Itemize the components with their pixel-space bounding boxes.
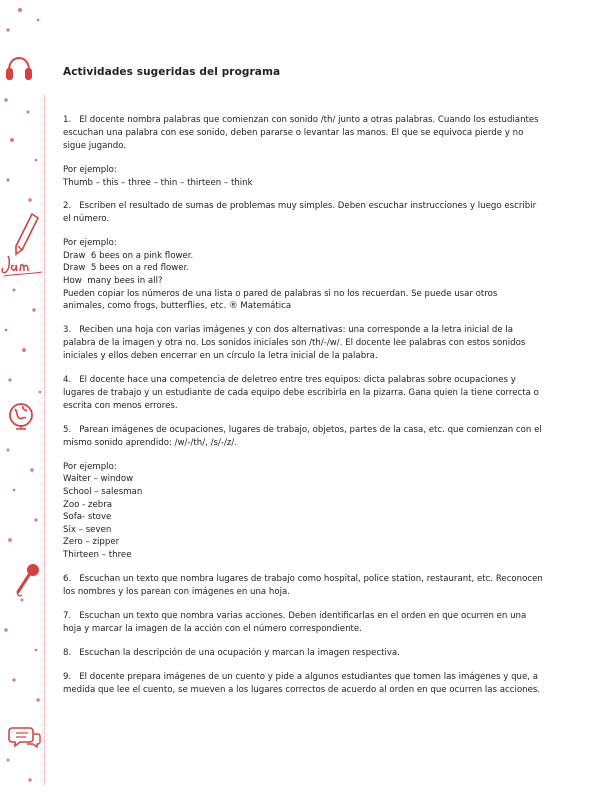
example-line: Draw 5 bees on a red flower. [63, 263, 190, 274]
item-number: 1. [63, 115, 72, 125]
item-text: Escuchan un texto que nombra varias acciones. Deben identificarlas en el orden en que ocurren en una hoja y marcar la imagen de la acción con el número correspondiente. [63, 610, 527, 634]
item-number: 9. [63, 671, 72, 682]
item-number: 5. [63, 424, 72, 435]
example-line: School – salesman [63, 486, 143, 497]
microphone-icon [14, 562, 42, 598]
example-line: animales, como frogs, butterflies, etc. ® Matemática [63, 301, 292, 312]
example-line: Thumb – this – three – thin – thirteen – think [63, 177, 253, 188]
item-number: 8. [63, 647, 72, 658]
page-title: Actividades sugeridas del programa [63, 66, 281, 78]
activity-item-2 [63, 200, 543, 226]
example-1 [63, 164, 543, 189]
item-number: 7. [63, 610, 72, 621]
example-label: Por ejemplo: [63, 165, 117, 175]
margin-dotted-line [44, 95, 45, 785]
example-label: Por ejemplo: [63, 238, 117, 249]
example-line: Six – seven [63, 524, 112, 535]
item-text: El docente nombra palabras que comienzan con sonido /th/ junto a otras palabras. Cuando los estudiantes escuchan una palabra con ese sonido, deben pararse o levantar las manos. El que se equivoca pierde y no sigue jugando. [63, 115, 539, 151]
example-line: How many bees in all? [63, 275, 163, 286]
example-line: Pueden copiar los números de una lista o pared de palabras si no los recuerdan. Se puede usar otros [63, 288, 498, 299]
headphones-icon [4, 46, 34, 86]
example-5 [63, 461, 543, 562]
decor-word-picture [0, 252, 44, 278]
item-text: Reciben una hoja con varias imágenes y con dos alternativas: una corresponde a la letra inicial de la palabra de la imagen y otra no. Los sonidos iniciales son /th/-/w/. El docente lee palabras con estos sonidos iniciales y ellos deben encerrar en un círculo la letra inicial de la palabra. [63, 324, 526, 361]
item-number: 6. [63, 573, 72, 584]
example-label: Por ejemplo: [63, 461, 117, 472]
item-number: 2. [63, 201, 72, 212]
globe-icon [6, 400, 36, 430]
activity-item-1 [63, 114, 543, 153]
item-number: 3. [63, 324, 72, 335]
activity-item-5 [63, 424, 543, 450]
example-line: Zoo - zebra [63, 499, 113, 510]
item-text: Parean imágenes de ocupaciones, lugares de trabajo, objetos, partes de la casa, etc. que comienzan con el mismo sonido aprendido: /w/-/th/, /s/-/z/. [63, 424, 542, 448]
example-line: Sofa- stove [63, 512, 112, 523]
item-text: El docente prepara imágenes de un cuento y pide a algunos estudiantes que tomen las imágenes y que, a medida que lee el cuento, se mueven a los lugares correctos de acuerdo al orden en que ocurren las acciones. [63, 671, 541, 695]
activity-item-7 [63, 610, 543, 636]
speech-bubbles-icon [8, 722, 42, 752]
activity-item-3 [63, 324, 543, 363]
item-text: Escriben el resultado de sumas de problemas muy simples. Deben escuchar instrucciones y luego escribir el número. [63, 201, 537, 225]
activity-item-9 [63, 671, 543, 697]
activity-item-6 [63, 573, 543, 599]
example-line: Draw 6 bees on a pink flower. [63, 250, 194, 261]
activity-item-4 [63, 374, 543, 413]
item-number: 4. [63, 374, 72, 385]
item-text: Escuchan un texto que nombra lugares de trabajo como hospital, police station, restaurant, etc. Reconocen los nombres y los parean con imágenes en una hoja. [63, 573, 543, 597]
example-line: Thirteen – three [63, 549, 132, 560]
activity-item-8 [63, 647, 543, 660]
example-line: Waiter – window [63, 474, 134, 485]
item-text: Escuchan la descripción de una ocupación y marcan la imagen respectiva. [79, 647, 400, 658]
example-2 [63, 237, 543, 313]
example-line: Zero – zipper [63, 537, 120, 548]
document-body [63, 66, 543, 708]
item-text: El docente hace una competencia de deletreo entre tres equipos: dicta palabras sobre ocupaciones y lugares de trabajo y un estudiante de cada equipo debe escribirla en la pizarra. Gana quien la tiene correcta o escrita con menos errores. [63, 374, 539, 411]
